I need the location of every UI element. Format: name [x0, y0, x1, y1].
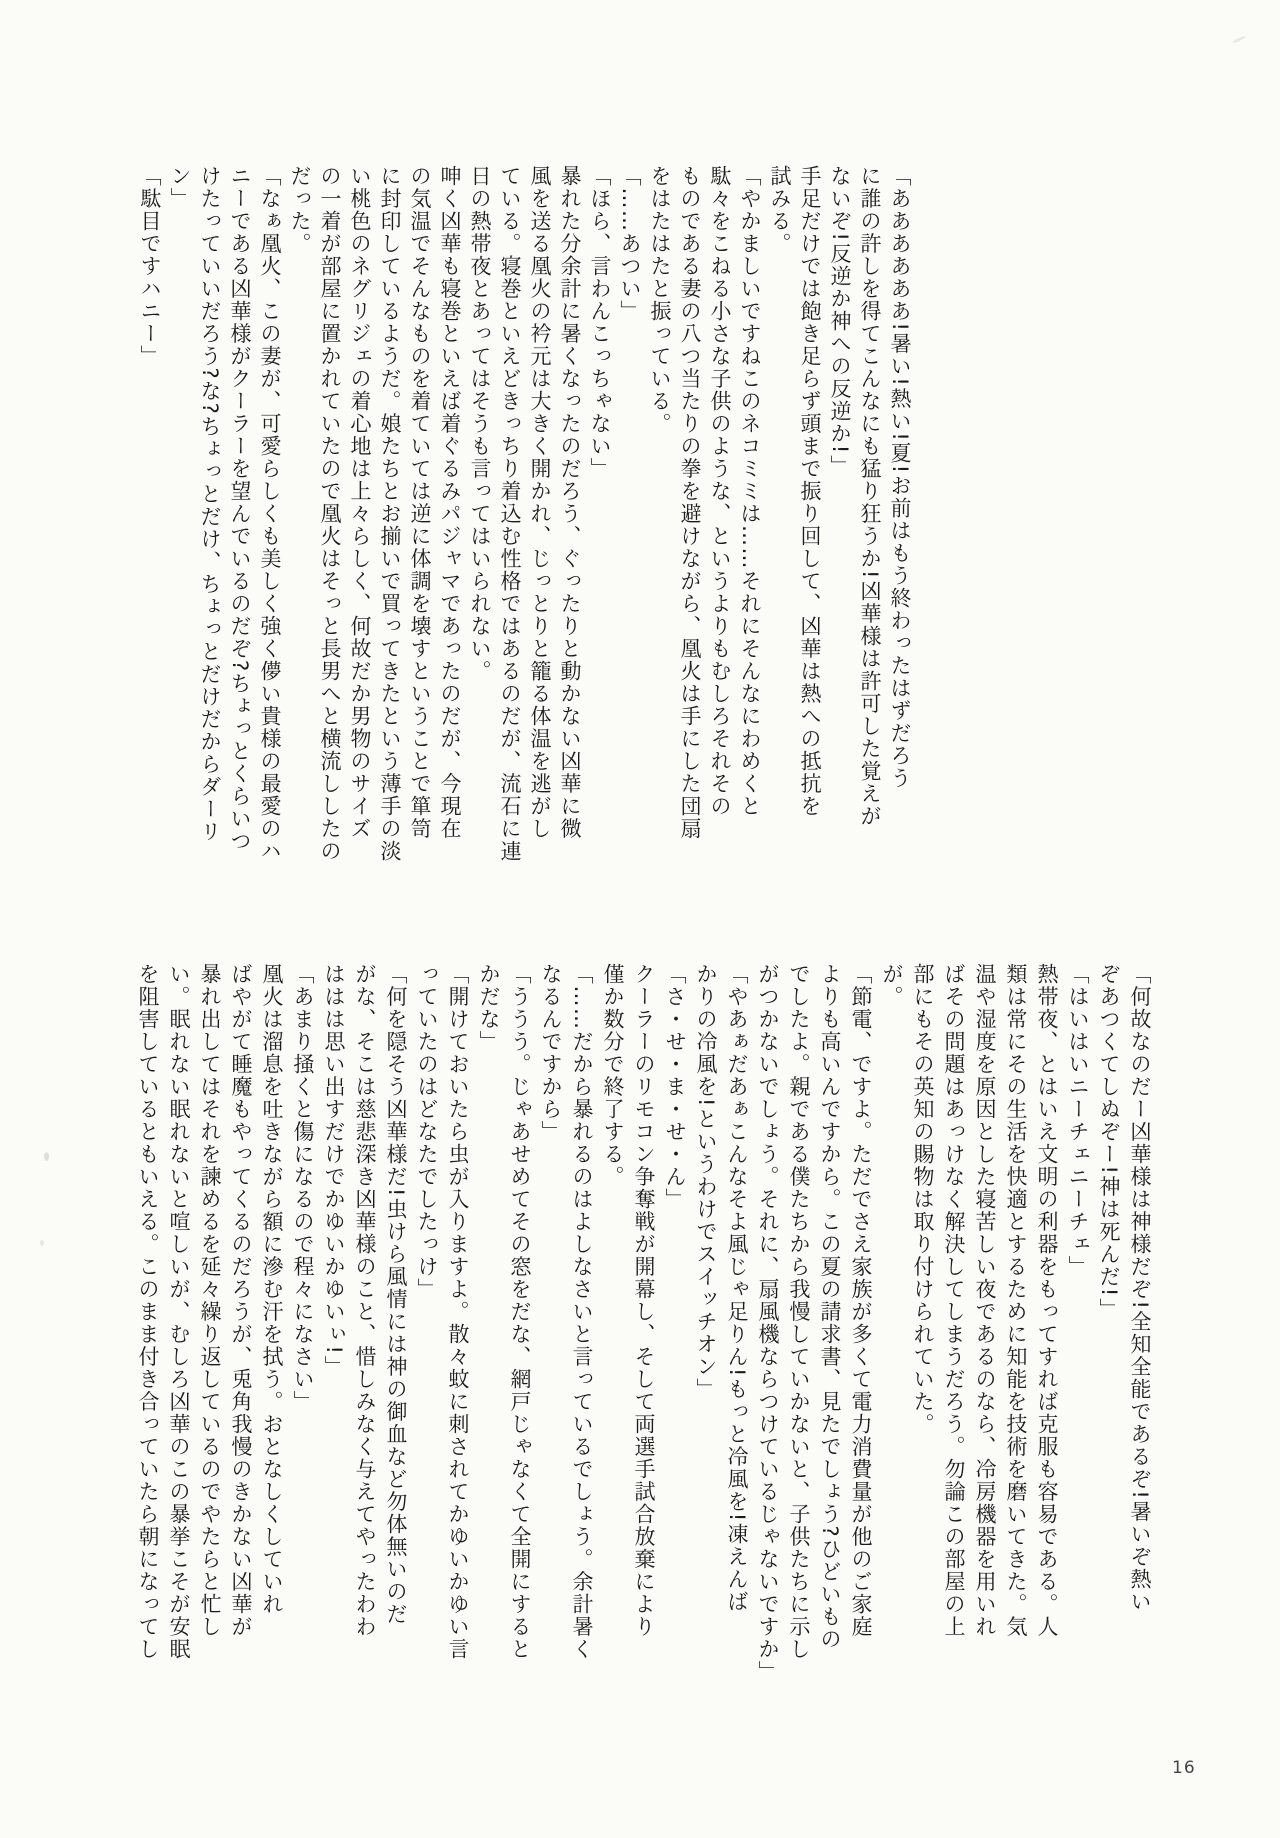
- text-column: 「やあぁだあぁこんなそよ風じゃ足りん!もっと冷風を!凍えんば: [725, 963, 749, 1613]
- text-column: 「あまり掻くと傷になるので程々になさい」: [291, 963, 315, 1413]
- text-column: 類は常にその生活を快適とするために知能を技術を磨いてきた。気: [1004, 963, 1028, 1638]
- text-column: 試みる。: [768, 165, 792, 255]
- scan-artifact: [44, 1152, 49, 1161]
- text-column: 「何を隠そう凶華様だ!虫けら風情には神の御血など勿体無いのだ: [384, 963, 408, 1626]
- text-column: の一着が部屋に置かれていたので凰火はそっと長男へと横流ししたの: [318, 165, 342, 863]
- text-column: ばやがて睡魔もやってくるのだろうが、兎角我慢のきかない凶華が: [229, 963, 253, 1638]
- text-column: だった。: [288, 165, 312, 255]
- bottom-text-block: [132, 963, 1155, 1683]
- text-column: 「ほら、言わんこっちゃない」: [588, 165, 612, 480]
- text-column: っていたのはどなたでしたっけ」: [415, 963, 439, 1301]
- text-column: 風を送る凰火の衿元は大きく開かれ、じっとりと籠る体温を逃がし: [528, 165, 552, 840]
- text-column: 熱帯夜、とはいえ文明の利器をもってすれば克服も容易である。人: [1035, 963, 1059, 1638]
- text-column: よりも高いんですから。この夏の請求書、見たでしょう?ひどいもの: [818, 963, 842, 1651]
- text-column: ている。寝巻といえどきっちり着込む性格ではあるのだが、流石に連: [498, 165, 522, 863]
- text-column: 呻く凶華も寝巻といえば着ぐるみパジャマであったのだが、今現在: [438, 165, 462, 840]
- text-column: けたっていいだろう?な?ちょっとだけ、ちょっとだけだからダーリ: [198, 165, 222, 843]
- text-column: ないぞ!反逆か神への反逆か!」: [828, 165, 852, 478]
- text-column: が。: [880, 963, 904, 1008]
- text-column: かだな」: [477, 963, 501, 1053]
- text-column: 部にもその英知の賜物は取り付けられていた。: [911, 963, 935, 1436]
- top-text-block: [135, 165, 915, 865]
- scan-artifact: [40, 1240, 44, 1246]
- text-column: 「なぁ凰火、この妻が、可愛らしくも美しく強く儚い貴様の最愛のハ: [258, 165, 282, 863]
- text-column: い。眠れない眠れないと喧しいが、むしろ凶華のこの暴挙こそが安眠: [167, 963, 191, 1661]
- text-column: 「開けておいたら虫が入りますよ。散々蚊に刺されてかゆいかゆい言: [446, 963, 470, 1661]
- text-column: クーラーのリモコン争奪戦が開幕し、そして両選手試合放棄により: [632, 963, 656, 1638]
- text-column: 温や湿度を原因とした寝苦しい夜であるのなら、冷房機器を用いれ: [973, 963, 997, 1638]
- text-column: ばその問題はあっけなく解決してしまうだろう。勿論この部屋の上: [942, 963, 966, 1638]
- page-number: 16: [1172, 1758, 1196, 1778]
- text-column: 「節電、ですよ。ただでさえ家族が多くて電力消費量が他のご家庭: [849, 963, 873, 1638]
- text-column: 「……あつい」: [618, 165, 642, 323]
- text-column: に誰の許しを得てこんなにも猛り狂うか!凶華様は許可した覚えが: [858, 165, 882, 828]
- text-column: なるんですから」: [539, 963, 563, 1143]
- text-column: がな、そこは慈悲深き凶華様のこと、惜しみなく与えてやったわわ: [353, 963, 377, 1638]
- text-column: 「……だから暴れるのはよしなさいと言っているでしょう。余計暑く: [570, 963, 594, 1661]
- text-column: ニーである凶華様がクーラーを望んでいるのだぞ?ちょっとくらいつ: [228, 165, 252, 853]
- text-column: 日の熱帯夜とあってはそうも言ってはいられない。: [468, 165, 492, 683]
- text-column: 手足だけでは飽き足らず頭まで振り回して、凶華は熱への抵抗を: [798, 165, 822, 818]
- text-column: 凰火は溜息を吐きながら額に滲む汗を拭う。おとなしくしていれ: [260, 963, 284, 1616]
- text-column: でしたよ。親である僕たちから我慢していかないと、子供たちに示し: [787, 963, 811, 1661]
- text-column: 「ううう。じゃあせめてその窓をだな、網戸じゃなくて全開にすると: [508, 963, 532, 1661]
- text-column: ははは思い出すだけでかゆいかゆいぃ!」: [322, 963, 346, 1378]
- text-column: かりの冷風を!というわけでスイッチオン」: [694, 963, 718, 1401]
- text-column: ぞあつくてしぬぞー!神は死んだ!」: [1097, 963, 1121, 1321]
- text-column: 暴れ出してはそれを諫めるを延々繰り返しているのでやたらと忙し: [198, 963, 222, 1638]
- text-column: の気温でそんなものを着ていては逆に体調を壊すということで箪笥: [408, 165, 432, 840]
- text-column: 「ああああああ!暑い!熱い!夏!お前はもう終わったはずだろう: [888, 165, 912, 790]
- scan-artifact: [1232, 35, 1246, 44]
- text-column: 「さ・せ・ま・せ・ん」: [663, 963, 687, 1211]
- text-column: がつかないでしょう。それに、扇風機ならつけているじゃないですか」: [756, 963, 780, 1683]
- text-column: 僅か数分で終了する。: [601, 963, 625, 1188]
- text-column: ものである妻の八つ当たりの拳を避けながら、凰火は手にした団扇: [678, 165, 702, 840]
- text-column: 「はいはいニーチェニーチェ」: [1066, 963, 1090, 1278]
- text-column: 駄々をこねる小さな子供のような、というよりもむしろそれその: [708, 165, 732, 818]
- text-column: い桃色のネグリジェの着心地は上々らしく、何故だか男物のサイズ: [348, 165, 372, 840]
- text-column: 「駄目ですハニー」: [138, 165, 162, 368]
- text-column: を阻害しているともいえる。このまま付き合っていたら朝になってし: [136, 963, 160, 1661]
- text-column: 「やかましいですねこのネコミミは……それにそんなにわめくと: [738, 165, 762, 818]
- text-column: 「何故なのだー凶華様は神様だぞ!全知全能であるぞ!暑いぞ熱い: [1128, 963, 1152, 1613]
- text-column: 暴れた分余計に暑くなったのだろう、ぐったりと動かない凶華に微: [558, 165, 582, 840]
- text-column: に封印しているようだ。娘たちとお揃いで買ってきたという薄手の淡: [378, 165, 402, 863]
- text-column: をはたはたと振っている。: [648, 165, 672, 435]
- text-column: ン」: [168, 165, 192, 210]
